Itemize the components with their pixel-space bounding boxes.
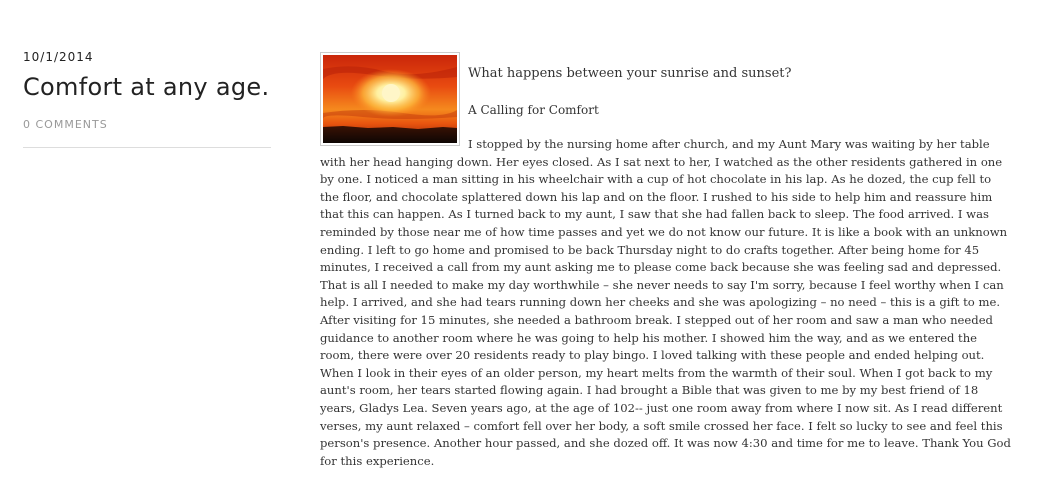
article-body: I stopped by the nursing home after church, and my Aunt Mary was waiting by her table with her head hanging down. Her eyes closed. As I sat next to her, I watched as the other residents gathered in one by one. I noticed a man sitting in his wheelchair with a cup of hot chocolate in his lap. As he dozed, the cup fell to the floor, and chocolate splattered down his lap and on the floor. I rushed to his side to help him and reassure him that this can happen. As I turned back to my aunt, I saw that she had fallen back to sleep. The food arrived. I was reminded by those near me of how time passes and yet we do not know our future. It is like a book with an unknown ending. I left to go home and promised to be back Thursday night to do crafts together. After being home for 45 minutes, I received a call from my aunt asking me to please come back because she was feeling sad and depressed. That is all I needed to make my day worthwhile – she never needs to say I'm sorry, because I feel worthy when I can help. I arrived, and she had tears running down her cheeks and she was apologizing – no need – this is a gift to me. After visiting for 15 minutes, she needed a bathroom break. I stepped out of her room and saw a man who needed guidance to another room where he was going to help his mother. I showed him the way, and as we entered the room, there were over 20 residents ready to play bingo. I loved talking with these people and ended helping out. When I look in their eyes of an older person, my heart melts from the warmth of their soul. When I got back to my aunt's room, her tears started flowing again. I had brought a Bible that was given to me by my best friend of 18 years, Gladys Lea. Seven years ago, at the age of 102-- just one room away from where I now sit. As I read different verses, my aunt relaxed – comfort fell over her body, a soft smile crossed her face. I felt so lucky to see and feel this person's presence. Another hour passed, and she dozed off. It was now 4:30 and time for me to leave. Thank You God for this experience.: [320, 137, 1011, 468]
post-content: [320, 52, 1012, 470]
article-heading: What happens between your sunrise and sunset?: [468, 66, 792, 81]
post-date: 10/1/2014: [23, 50, 94, 64]
sunset-image: [323, 55, 457, 143]
sunset-photo[interactable]: [320, 52, 460, 146]
sidebar-divider: [23, 147, 271, 148]
post-meta-sidebar: [23, 47, 271, 148]
comments-link[interactable]: 0 COMMENTS: [23, 118, 108, 131]
post-title[interactable]: Comfort at any age.: [23, 73, 270, 101]
article-subheading: A Calling for Comfort: [468, 103, 599, 117]
